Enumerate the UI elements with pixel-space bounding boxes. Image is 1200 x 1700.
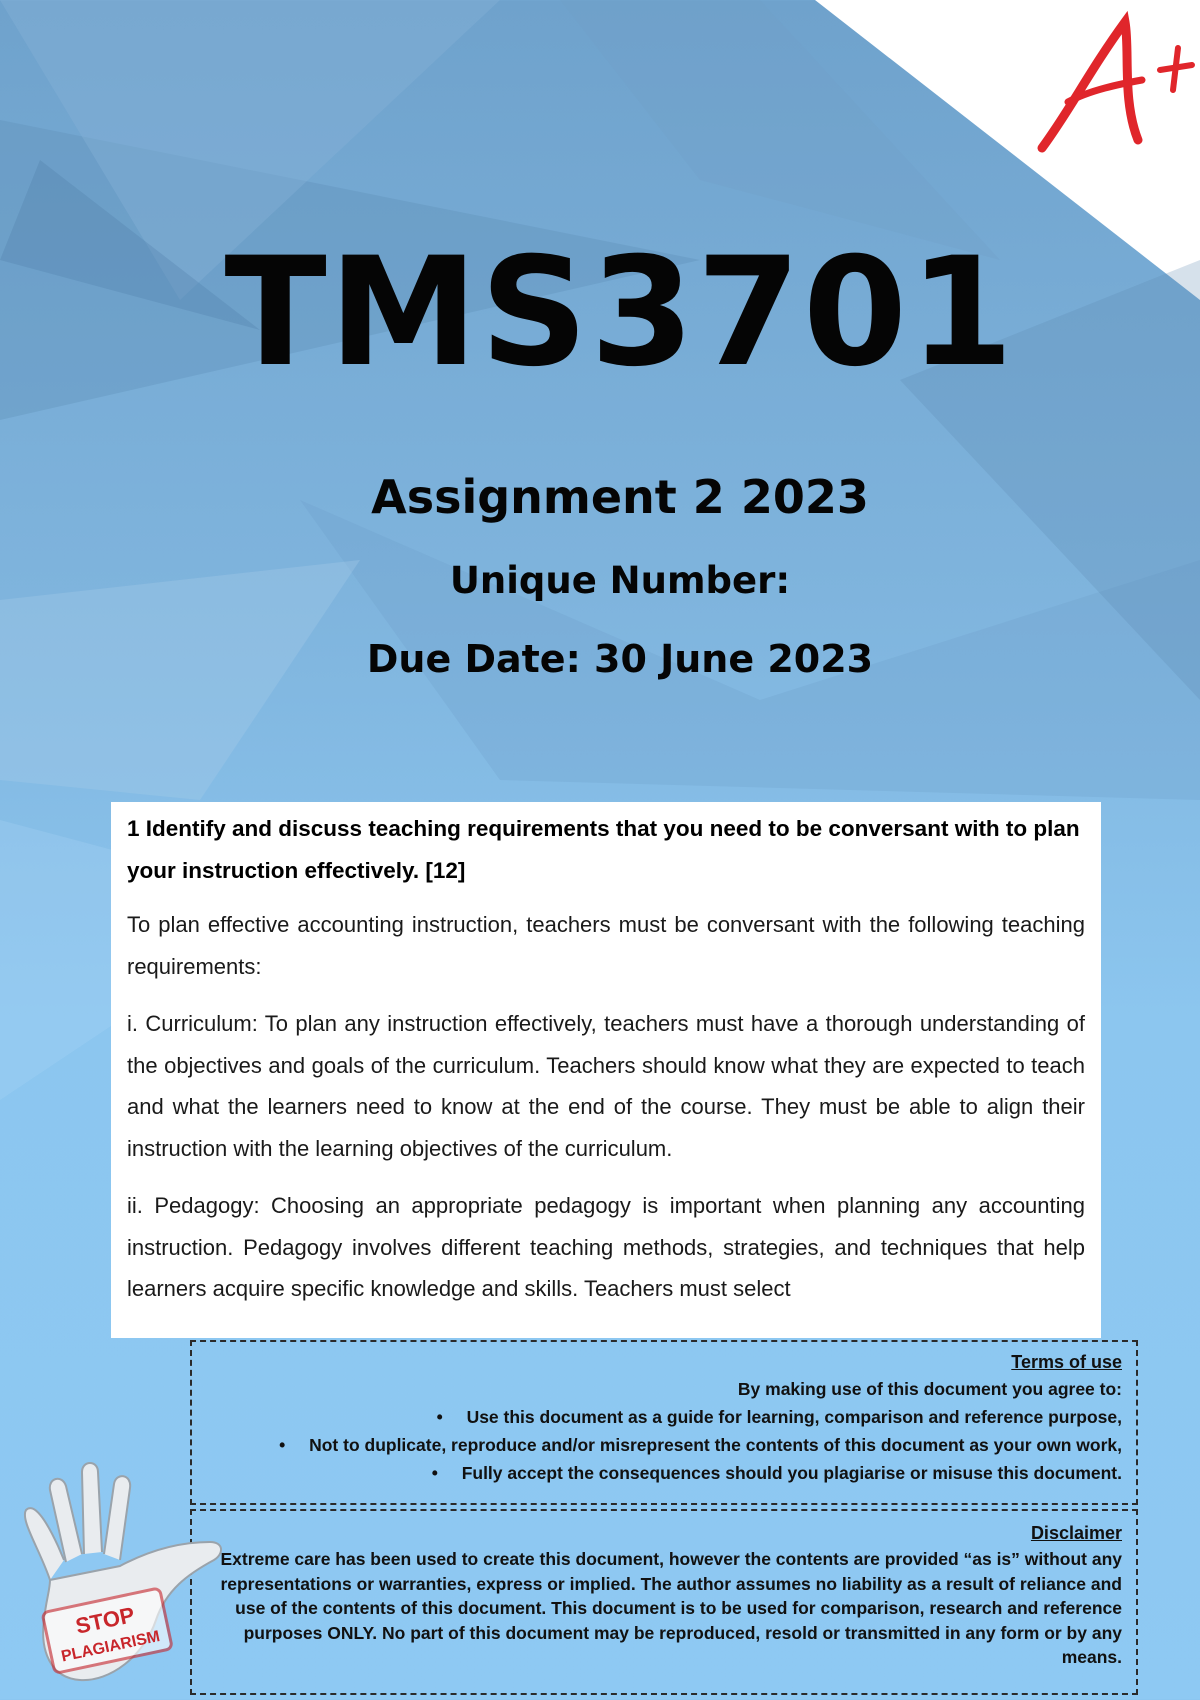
list-item xyxy=(206,1403,1122,1431)
list-item xyxy=(206,1459,1122,1487)
stop-sign-line1: STOP xyxy=(73,1601,137,1639)
terms-item-text: Not to duplicate, reproduce and/or misrepresent the contents of this document as your own work, xyxy=(309,1435,1122,1455)
answer-paragraph-curriculum: i. Curriculum: To plan any instruction effectively, teachers must have a thorough understanding of the objectives and goals of the curriculum. Teachers should know what they are expected to teach and what the learners need to know at the end of the course. They must be able to align their instruction with the learning objectives of the curriculum. xyxy=(127,1011,1085,1161)
bullet-icon: • xyxy=(436,1407,443,1427)
terms-intro: By making use of this document you agree to: xyxy=(737,1379,1122,1399)
disclaimer-box xyxy=(190,1509,1138,1695)
terms-heading: Terms of use xyxy=(1011,1352,1122,1372)
terms-list xyxy=(206,1403,1122,1487)
answer-box xyxy=(111,802,1101,1338)
unique-number-label: Unique Number: xyxy=(449,559,791,602)
stop-sign-line2: PLAGIARISM xyxy=(59,1628,162,1666)
terms-item-text: Fully accept the consequences should you plagiarise or misuse this document. xyxy=(461,1463,1122,1483)
list-item xyxy=(206,1431,1122,1459)
stop-plagiarism-hand-icon xyxy=(10,1450,240,1700)
due-date: Due Date: 30 June 2023 xyxy=(366,637,874,681)
grade-mark-icon xyxy=(1030,10,1200,160)
question-heading: 1 Identify and discuss teaching requirements that you need to be conversant with to plan your instruction effectively. [12] xyxy=(127,816,1080,883)
assignment-title: Assignment 2 2023 xyxy=(371,470,869,524)
terms-item-text: Use this document as a guide for learning, comparison and reference purpose, xyxy=(466,1407,1122,1427)
disclaimer-text: Extreme care has been used to create this document, however the contents are provided “as is” without any representations or warranties, express or implied. The author assumes no liability as a result of reliance and use of the contents of this document. This document is to be used for comparison, research and reference purposes ONLY. No part of this document may be reproduced, resold or transmitted in any form or by any means. xyxy=(220,1549,1122,1667)
disclaimer-heading: Disclaimer xyxy=(1030,1523,1122,1543)
answer-paragraph-intro: To plan effective accounting instruction, teachers must be conversant with the following teaching requirements: xyxy=(127,912,1085,979)
bullet-icon: • xyxy=(279,1435,286,1455)
answer-paragraph-pedagogy: ii. Pedagogy: Choosing an appropriate pedagogy is important when planning any accounting instruction. Pedagogy involves different teaching methods, strategies, and techniques that help learners acquire specific knowledge and skills. Teachers must select xyxy=(127,1193,1085,1301)
terms-of-use-box xyxy=(190,1340,1138,1505)
bullet-icon: • xyxy=(431,1463,438,1483)
course-code-title: TMS3701 xyxy=(224,226,1016,400)
